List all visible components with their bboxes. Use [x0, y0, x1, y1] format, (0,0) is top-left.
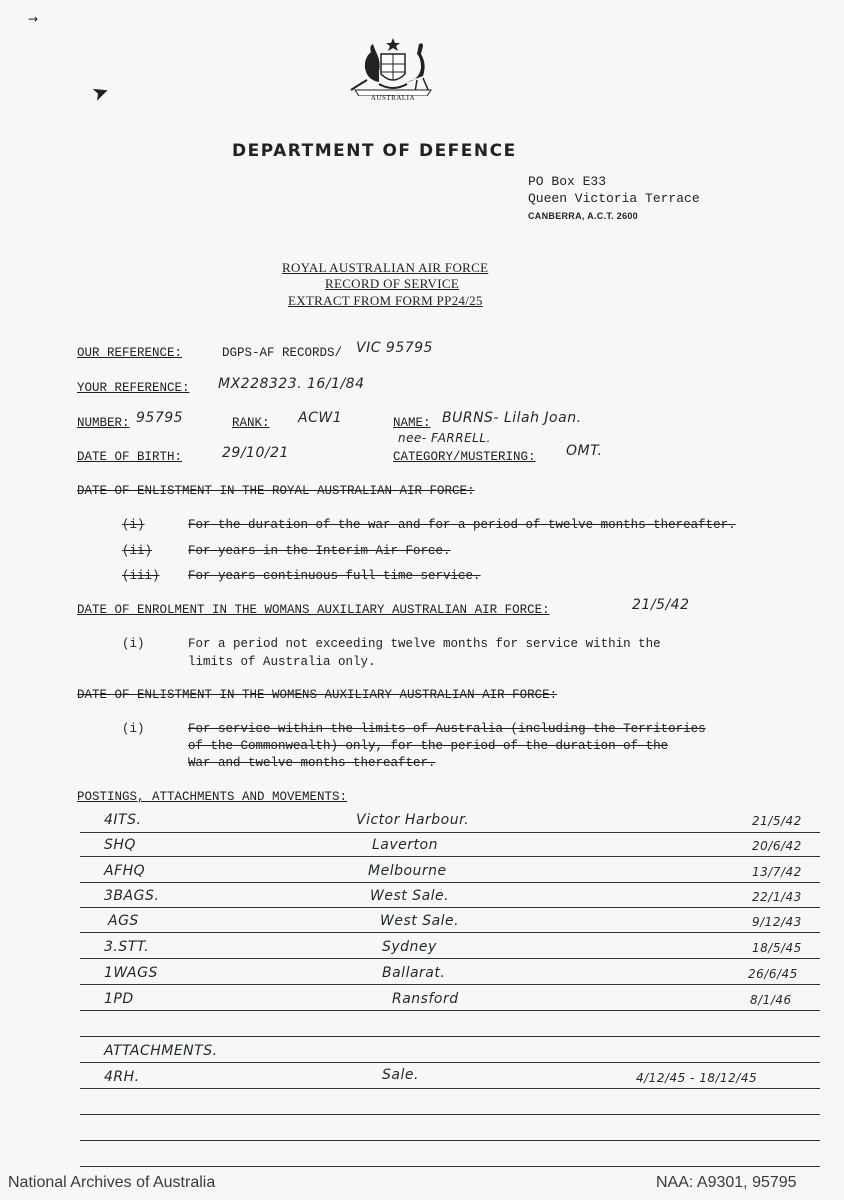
form-title-line1: ROYAL AUSTRALIAN AIR FORCE — [282, 260, 489, 275]
rank-label: RANK: — [232, 416, 270, 430]
arrow-mark: ➤ — [88, 77, 113, 107]
waaaf-enlistment-num: (i) — [122, 722, 145, 736]
posting-rule — [80, 932, 820, 933]
waaaf-enlistment-line1: For service within the limits of Australia (including the Territories — [188, 722, 706, 736]
rank-value: ACW1 — [298, 410, 343, 426]
name-value: BURNS- Lilah Joan. — [442, 410, 582, 426]
coat-of-arms — [345, 36, 441, 106]
raaf-item-num-2: (ii) — [122, 544, 153, 558]
your-reference-handwritten: MX228323. 16/1/84 — [218, 376, 365, 392]
posting-rule — [80, 907, 820, 908]
posting-place: Ballarat. — [382, 965, 446, 981]
waaaf-enlistment-line2: of the Commonwealth) only, for the period of the duration of the — [188, 739, 669, 753]
department-title: DEPARTMENT OF DEFENCE — [232, 141, 517, 161]
address-line3: CANBERRA, A.C.T. 2600 — [528, 211, 638, 221]
posting-rule — [80, 1166, 820, 1167]
raaf-item-text-2: For years in the Interim Air Force. — [188, 544, 451, 558]
our-reference-label: OUR REFERENCE: — [77, 346, 183, 360]
crest-label: AUSTRALIA — [370, 94, 416, 102]
posting-unit: SHQ — [104, 837, 136, 853]
postings-heading: POSTINGS, ATTACHMENTS AND MOVEMENTS: — [77, 790, 348, 804]
raaf-item-text-3: For years continuous full time service. — [188, 569, 481, 583]
posting-place: Ransford — [392, 991, 459, 1007]
posting-place: Melbourne — [368, 863, 447, 879]
posting-date: 18/5/45 — [752, 941, 802, 955]
posting-date: 13/7/42 — [752, 865, 802, 879]
posting-rule — [80, 882, 820, 883]
posting-date: 21/5/42 — [752, 814, 802, 828]
posting-rule — [80, 1036, 820, 1037]
attachment-place: Sale. — [382, 1067, 419, 1083]
raaf-item-num-3: (iii) — [122, 569, 160, 583]
waaaf-enlistment-heading: DATE OF ENLISTMENT IN THE WOMENS AUXILIARY AUSTRALIAN AIR FORCE: — [77, 688, 558, 702]
your-reference-label: YOUR REFERENCE: — [77, 381, 190, 395]
posting-place: West Sale. — [380, 913, 460, 929]
posting-place: Sydney — [382, 939, 437, 955]
address-line2: Queen Victoria Terrace — [528, 191, 700, 206]
posting-unit: 4ITS. — [104, 812, 142, 828]
posting-date: 9/12/43 — [752, 915, 802, 929]
number-label: NUMBER: — [77, 416, 130, 430]
name-label: NAME: — [393, 416, 431, 430]
attachment-date: 4/12/45 - 18/12/45 — [636, 1071, 758, 1085]
dob-label: DATE OF BIRTH: — [77, 450, 183, 464]
category-value: OMT. — [566, 443, 603, 459]
our-reference-handwritten: VIC 95795 — [356, 340, 433, 356]
posting-rule — [80, 1062, 820, 1063]
posting-rule — [80, 1114, 820, 1115]
posting-rule — [80, 958, 820, 959]
posting-rule — [80, 1088, 820, 1089]
posting-date: 26/6/45 — [748, 967, 798, 981]
posting-place: Victor Harbour. — [356, 812, 470, 828]
raaf-item-text-1: For the duration of the war and for a period of twelve months thereafter. — [188, 518, 736, 532]
posting-unit: 1PD — [104, 991, 134, 1007]
posting-rule — [80, 1140, 820, 1141]
number-value: 95795 — [136, 410, 184, 426]
posting-date: 22/1/43 — [752, 890, 802, 904]
waaaf-enrolment-date: 21/5/42 — [632, 597, 690, 613]
waaaf-enrolment-line2: limits of Australia only. — [188, 655, 376, 669]
waaaf-enrolment-num: (i) — [122, 637, 145, 651]
waaaf-enlistment-line3: War and twelve months thereafter. — [188, 756, 436, 770]
form-title-line2: RECORD OF SERVICE — [325, 276, 460, 291]
form-title-line3: EXTRACT FROM FORM PP24/25 — [288, 293, 483, 308]
footer-archive-name: National Archives of Australia — [8, 1174, 216, 1191]
posting-date: 20/6/42 — [752, 839, 802, 853]
posting-rule — [80, 832, 820, 833]
footer-citation: NAA: A9301, 95795 — [656, 1174, 797, 1191]
posting-place: Laverton — [372, 837, 438, 853]
posting-unit: 3.STT. — [104, 939, 150, 955]
posting-rule — [80, 984, 820, 985]
raaf-item-num-1: (i) — [122, 518, 145, 532]
waaaf-enrolment-line1: For a period not exceeding twelve months for service within the — [188, 637, 661, 651]
posting-rule — [80, 1010, 820, 1011]
posting-unit: AGS — [108, 913, 139, 929]
name-nee: nee- FARRELL. — [398, 431, 491, 445]
posting-unit: AFHQ — [104, 863, 146, 879]
corner-mark: → — [28, 12, 39, 26]
posting-unit: 1WAGS — [104, 965, 158, 981]
attachment-unit: 4RH. — [104, 1069, 140, 1085]
address-line1: PO Box E33 — [528, 174, 607, 189]
posting-unit: 3BAGS. — [104, 888, 160, 904]
category-label: CATEGORY/MUSTERING: — [393, 450, 536, 464]
our-reference-value: DGPS-AF RECORDS/ — [222, 346, 343, 360]
posting-place: West Sale. — [370, 888, 450, 904]
raaf-enlistment-heading: DATE OF ENLISTMENT IN THE ROYAL AUSTRALIAN AIR FORCE: — [77, 484, 475, 498]
coat-of-arms-icon — [345, 36, 441, 96]
waaaf-enrolment-heading: DATE OF ENROLMENT IN THE WOMANS AUXILIARY AUSTRALIAN AIR FORCE: — [77, 603, 550, 617]
posting-rule — [80, 856, 820, 857]
dob-value: 29/10/21 — [222, 445, 289, 461]
posting-date: 8/1/46 — [750, 993, 792, 1007]
attachments-label: ATTACHMENTS. — [104, 1043, 218, 1059]
